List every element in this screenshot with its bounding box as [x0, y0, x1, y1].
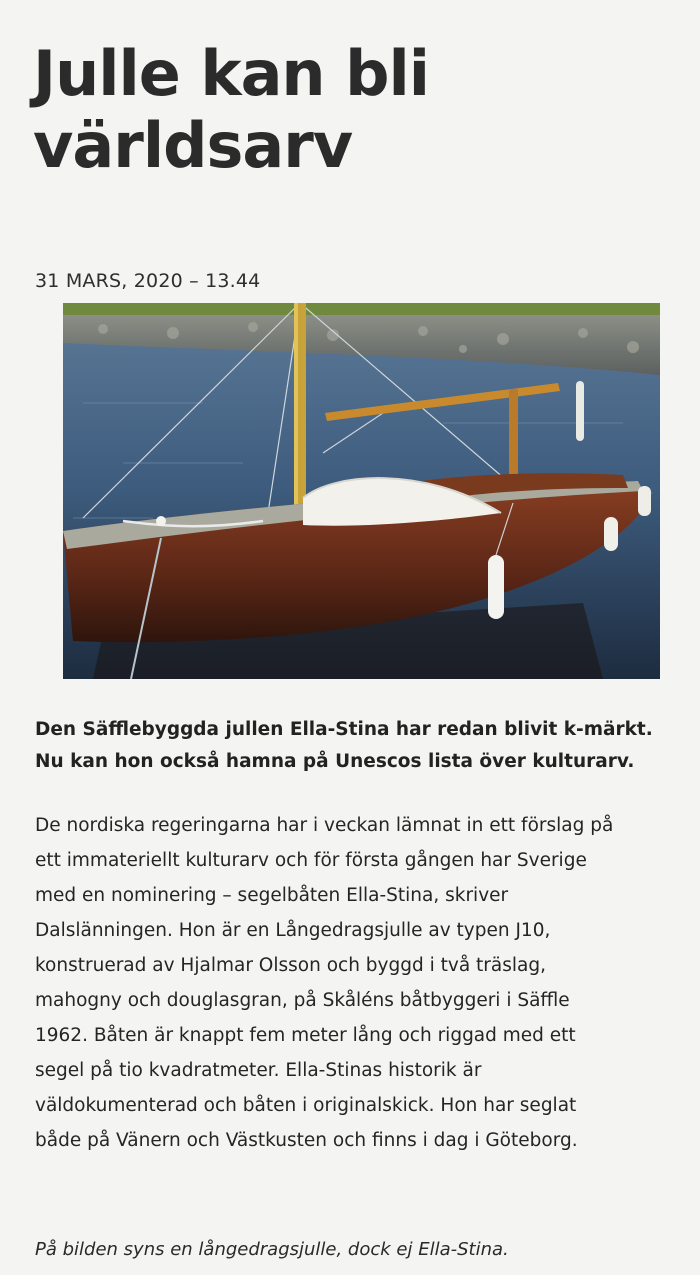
body-line: väldokumenterad och båten i originalskick. Hon har seglat [35, 1095, 577, 1116]
body-line: 1962. Båten är knappt fem meter lång och riggad med ett [35, 1025, 576, 1046]
dateline: 31 MARS, 2020 – 13.44 [35, 270, 261, 292]
lead-line: Nu kan hon också hamna på Unescos lista över kulturarv. [35, 751, 635, 772]
body-line: både på Vänern och Västkusten och finns i dag i Göteborg. [35, 1130, 578, 1151]
body-line: mahogny och douglasgran, på Skåléns båtbyggeri i Säffle [35, 990, 570, 1011]
body-line: med en nominering – segelbåten Ella-Stina, skriver [35, 885, 509, 906]
body-line: ett immateriellt kulturarv och för första gången har Sverige [35, 850, 587, 871]
body-line: konstruerad av Hjalmar Olsson och byggd i två träslag, [35, 955, 546, 976]
photo-caption: På bilden syns en långedragsjulle, dock ej Ella-Stina. [35, 1239, 509, 1260]
headline-line: Julle kan bli [33, 37, 430, 110]
body-line: De nordiska regeringarna har i veckan lämnat in ett förslag på [35, 815, 614, 836]
sailboat-photo [63, 303, 660, 679]
body-line: Dalslänningen. Hon är en Långedragsjulle av typen J10, [35, 920, 551, 941]
headline-line: världsarv [33, 109, 353, 182]
lead-paragraph [35, 714, 675, 778]
headline [33, 38, 673, 182]
body-paragraph [35, 808, 675, 1158]
body-line: segel på tio kvadratmeter. Ella-Stinas historik är [35, 1060, 482, 1081]
lead-line: Den Säfflebyggda jullen Ella-Stina har redan blivit k-märkt. [35, 719, 653, 740]
